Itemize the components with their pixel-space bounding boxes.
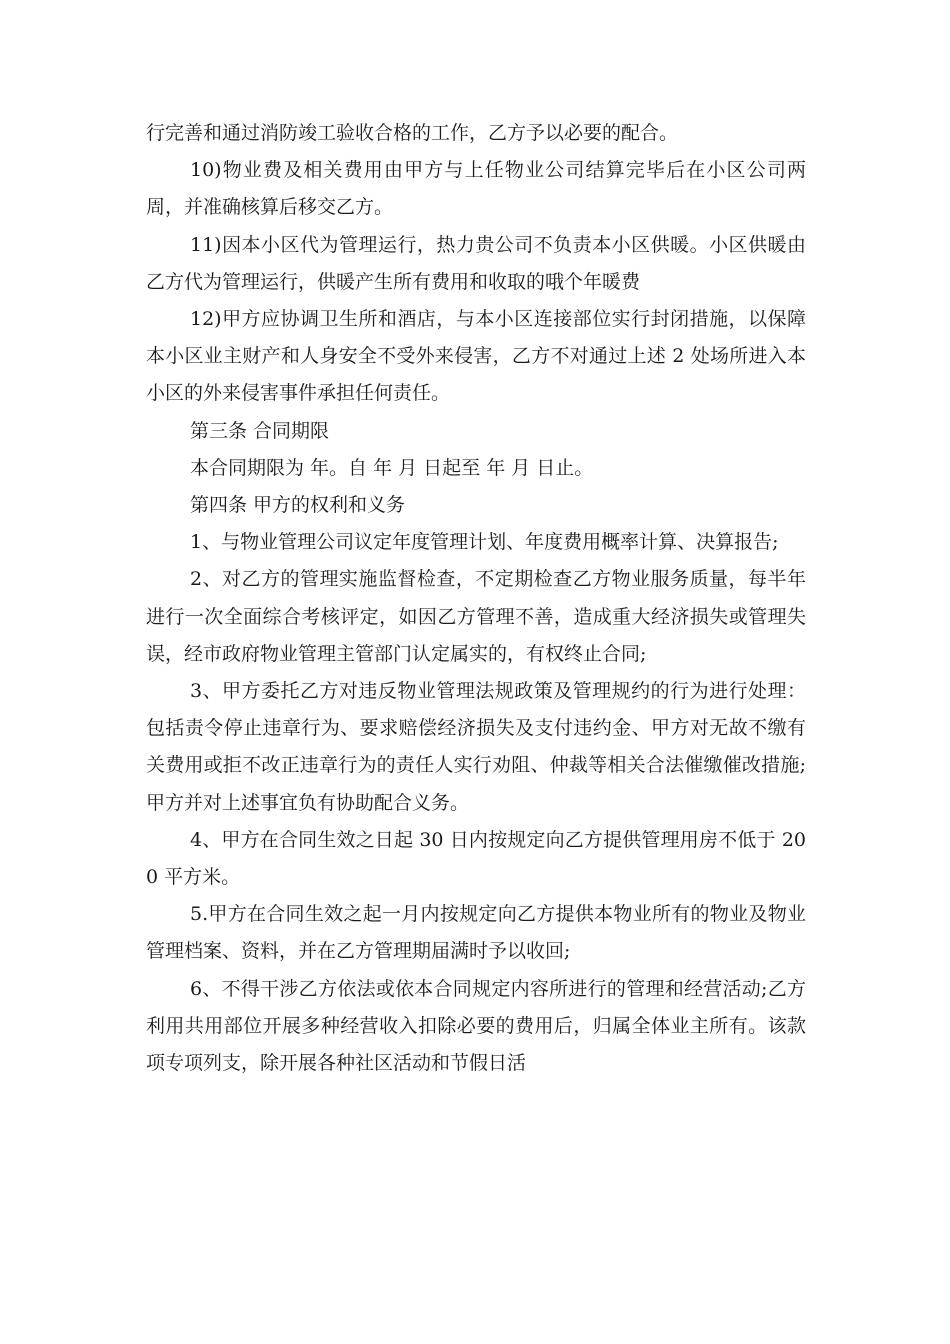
document-page [146,115,806,1082]
paragraph-right-3: 3、甲方委托乙方对违反物业管理法规政策及管理规约的行为进行处理：包括责令停止违章行为、要求赔偿经济损失及支付违约金、甲方对无故不缴有关费用或拒不改正违章行为的责任人实行劝阻、仲裁等相关合法催缴催改措施;甲方并对上述事宜负有协助配合义务。 [146,680,806,814]
paragraph-right-1: 1、与物业管理公司议定年度管理计划、年度费用概率计算、决算报告; [190,531,779,554]
paragraph-item-11: 11)因本小区代为管理运行，热力贵公司不负责本小区供暖。小区供暖由乙方代为管理运行，供暖产生所有费用和收取的哦个年暖费 [146,233,806,293]
paragraph-continuation: 行完善和通过消防竣工验收合格的工作，乙方予以必要的配合。 [146,122,679,144]
paragraph-right-5: 5.甲方在合同生效之起一月内按规定向乙方提供本物业所有的物业及物业管理档案、资料，并在乙方管理期届满时予以收回; [146,903,806,963]
paragraph-contract-term: 本合同期限为 年。自 年 月 日起至 年 月 日止。 [190,456,594,479]
section-heading-article-4: 第四条 甲方的权利和义务 [190,494,406,517]
paragraph-right-6: 6、不得干涉乙方依法或依本合同规定内容所进行的管理和经营活动;乙方利用共用部位开展多种经营收入扣除必要的费用后，归属全体业主所有。该款项专项列支，除开展各种社区活动和节假日活 [146,977,806,1075]
section-heading-article-3: 第三条 合同期限 [190,419,330,442]
paragraph-item-12: 12)甲方应协调卫生所和酒店，与本小区连接部位实行封闭措施，以保障本小区业主财产和人身安全不受外来侵害，乙方不对通过上述 2 处场所进入本小区的外来侵害事件承担任何责任。 [146,308,806,405]
paragraph-item-10: 10)物业费及相关费用由甲方与上任物业公司结算完毕后在小区公司两周，并准确核算后移交乙方。 [146,159,806,219]
paragraph-right-4: 4、甲方在合同生效之日起 30 日内按规定向乙方提供管理用房不低于 200 平方米。 [146,828,806,889]
paragraph-right-2: 2、对乙方的管理实施监督检查，不定期检查乙方物业服务质量，每半年进行一次全面综合考核评定，如因乙方管理不善，造成重大经济损失或管理失误，经市政府物业管理主管部门认定属实的，有权终止合同; [146,568,806,665]
